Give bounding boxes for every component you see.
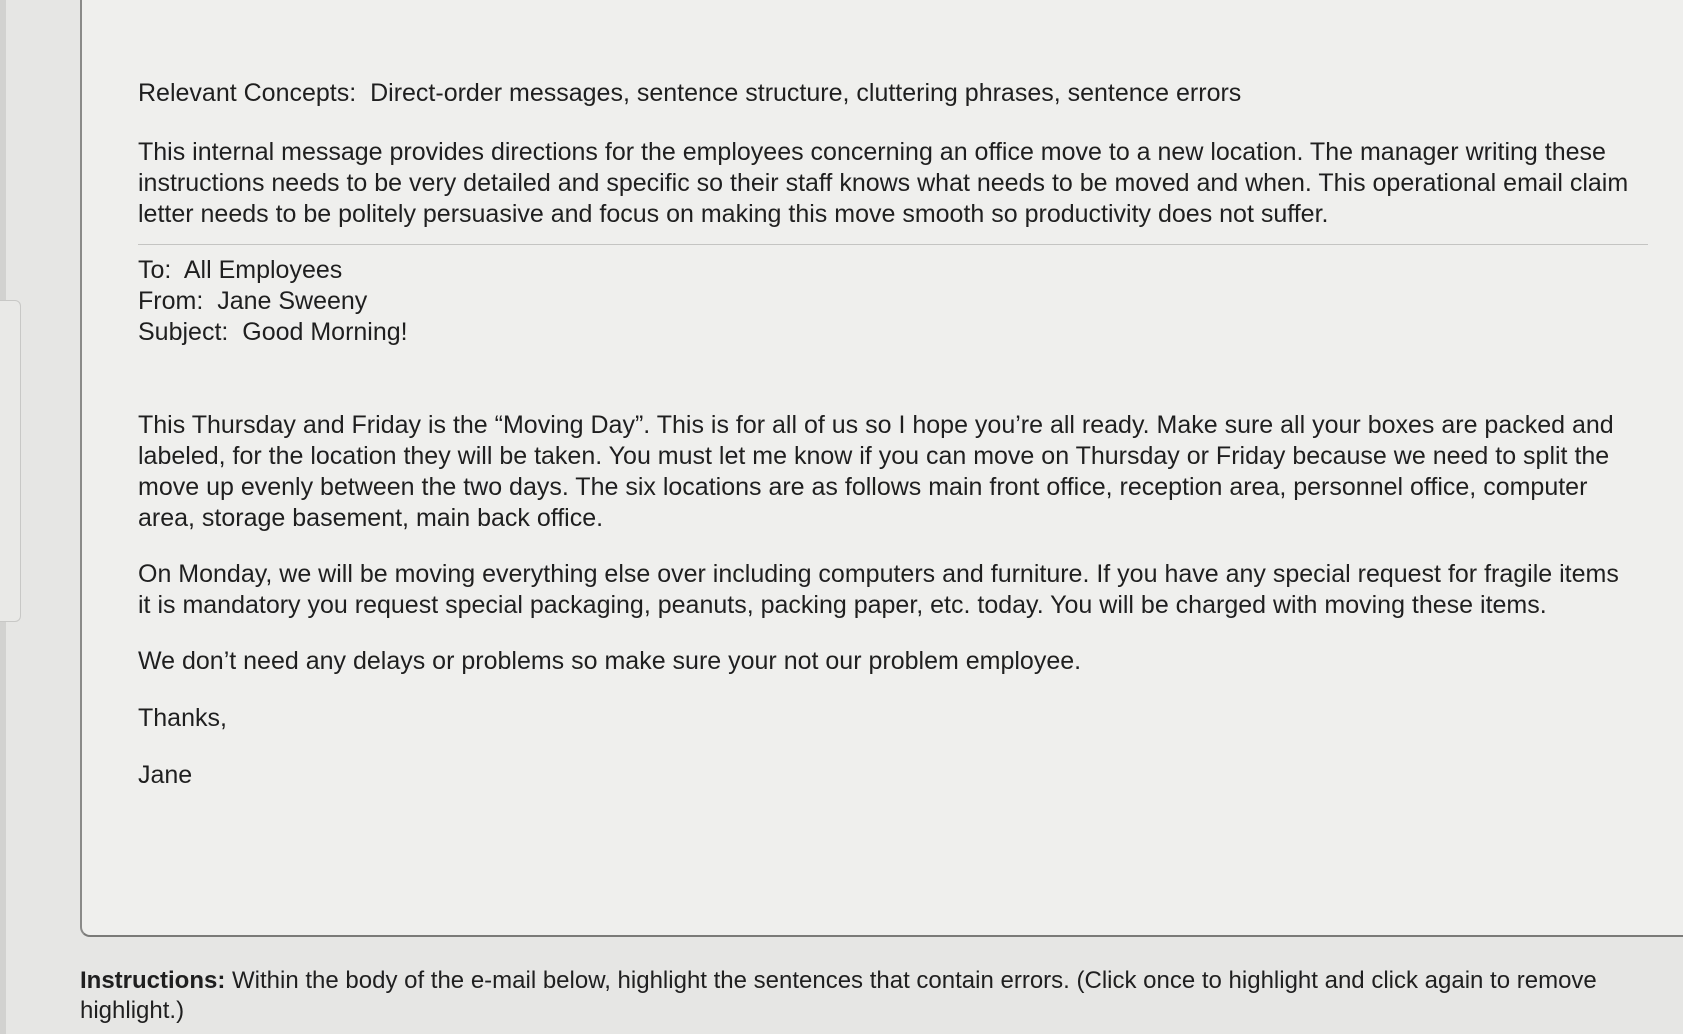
email-paragraph-2[interactable]: On Monday, we will be moving everything else over including computers and furniture. If you have any special request for fragile items it is mandatory you request special packaging, peanuts, packing paper, etc. today. You will be charged with moving these items.: [138, 560, 1619, 619]
from-value: Jane Sweeny: [217, 287, 368, 315]
to-value: All Employees: [183, 256, 343, 284]
subject-label: Subject:: [138, 318, 229, 346]
instructions: [80, 966, 1683, 1026]
email-paragraph-1[interactable]: This Thursday and Friday is the “Moving Day”. This is for all of us so I hope you’re all ready. Make sure all your boxes are packed and labeled, for the location they will be taken. You must let me know if you can move on Thursday or Friday because we need to split the move up evenly between the two days. The six locations are as follows main front office, reception area, personnel office, computer area, storage basement, main back office.: [138, 411, 1614, 532]
email-paragraph-3[interactable]: We don’t need any delays or problems so make sure your not our problem employee.: [138, 647, 1082, 675]
email-panel: [80, 0, 1683, 937]
instructions-text: Within the body of the e-mail below, highlight the sentences that contain errors. (Click once to highlight and click again to remove highlight.): [80, 967, 1597, 1024]
relevant-concepts: [138, 78, 1638, 109]
from-label: From:: [138, 287, 204, 315]
email-closing: Thanks,: [138, 704, 227, 732]
concepts-value: Direct-order messages, sentence structure, cluttering phrases, sentence errors: [370, 79, 1242, 107]
scenario-description: This internal message provides directions for the employees concerning an office move to a new location. The manager writing these instructions needs to be very detailed and specific so their staff knows what needs to be moved and when. This operational email claim letter needs to be politely persuasive and focus on making this move smooth so productivity does not suffer.: [138, 138, 1629, 228]
subject-value: Good Morning!: [242, 318, 408, 346]
side-panel-tab[interactable]: [0, 300, 21, 622]
email-content: [138, 78, 1638, 791]
from-line: [138, 286, 1638, 317]
email-signature: Jane: [138, 761, 193, 789]
to-label: To:: [138, 256, 172, 284]
subject-line: [138, 317, 1638, 348]
email-headers: [138, 255, 1638, 348]
divider: [138, 244, 1648, 245]
to-line: [138, 255, 1638, 286]
concepts-label: Relevant Concepts:: [138, 79, 357, 107]
instructions-label: Instructions:: [80, 967, 226, 994]
